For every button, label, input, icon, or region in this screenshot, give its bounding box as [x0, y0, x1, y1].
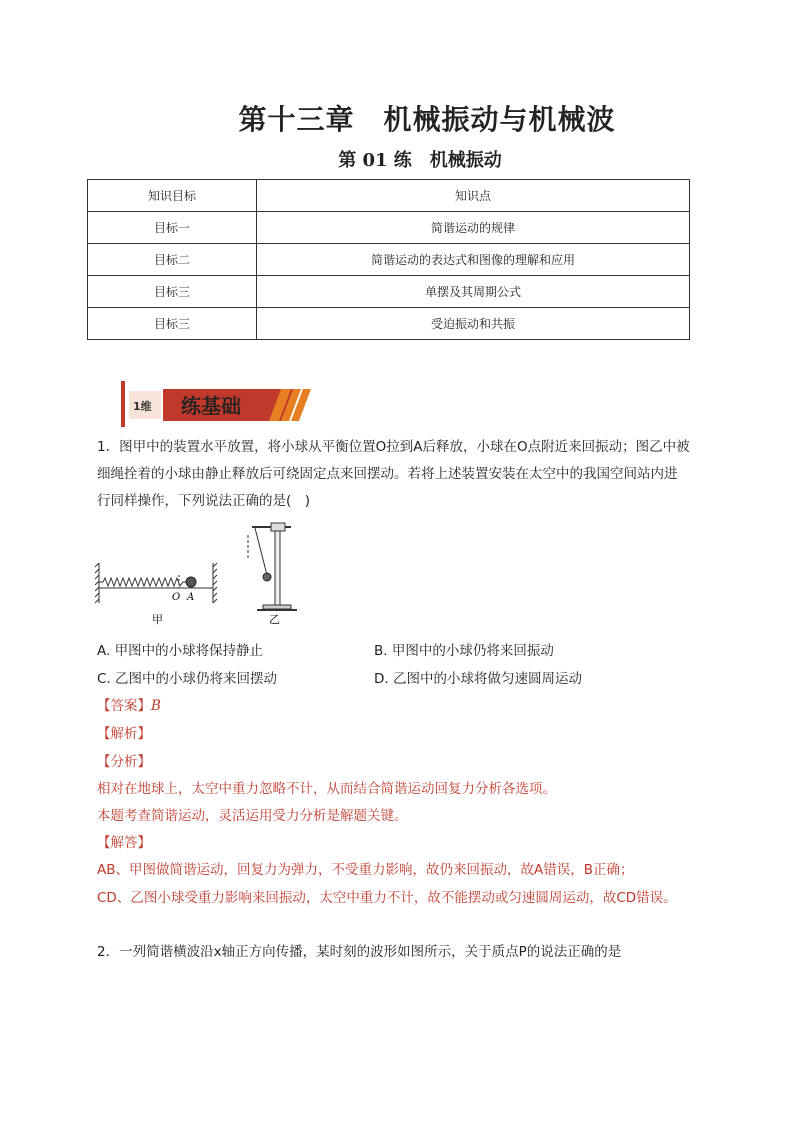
table-cell: 目标三 — [88, 308, 257, 340]
badge-label: 练基础 — [181, 394, 241, 418]
section-subtitle: 第 01 练 机械振动 — [338, 150, 502, 171]
fenxi-tag: 【分析】 — [97, 754, 151, 770]
table-row — [88, 308, 690, 340]
question-1-line-2: 细绳拴着的小球由静止释放后可绕固定点来回摆动。若将上述装置安装在太空中的我国空间站内进 — [97, 466, 678, 482]
chapter-title: 第十三章 机械振动与机械波 — [238, 103, 616, 136]
question-1 — [97, 434, 717, 515]
table-row — [88, 212, 690, 244]
table-cell: 目标二 — [88, 244, 257, 276]
jieda-line-2: CD、乙图小球受重力影响来回振动，太空中重力不计，故不能摆动或匀速圆周运动，故CD错误。 — [97, 890, 677, 906]
question-1-line-3: 行同样操作，下列说法正确的是( ) — [97, 493, 311, 509]
table-cell: 目标三 — [88, 276, 257, 308]
option-a: A. 甲图中的小球将保持静止 — [97, 643, 264, 659]
table-cell: 简谐运动的规律 — [257, 212, 690, 244]
label-jia: 甲 — [152, 613, 163, 626]
left-wall — [95, 563, 99, 603]
spring-ball — [186, 577, 196, 587]
pendulum-string — [255, 528, 267, 575]
table-header-row — [88, 180, 690, 212]
option-d: D. 乙图中的小球将做匀速圆周运动 — [374, 671, 582, 687]
table-cell: 简谐运动的表达式和图像的理解和应用 — [257, 244, 690, 276]
table-header-cell: 知识点 — [257, 180, 690, 212]
badge-graphic — [121, 381, 311, 427]
analysis-tag: 【解析】 — [97, 726, 151, 742]
table-cell: 目标一 — [88, 212, 257, 244]
pendulum-stand — [248, 523, 297, 610]
section-badge — [121, 381, 311, 427]
jieda-tag: 【解答】 — [97, 835, 151, 851]
answer-value: B — [151, 698, 161, 714]
label-a: A — [187, 592, 195, 603]
pendulum-ball — [263, 573, 271, 581]
question-2: 2．一列简谐横波沿x轴正方向传播，某时刻的波形如图所示，关于质点P的说法正确的是 — [97, 944, 622, 960]
label-yi: 乙 — [269, 613, 280, 626]
table-header-cell: 知识目标 — [88, 180, 257, 212]
right-wall — [213, 563, 217, 603]
table-row — [88, 244, 690, 276]
table-row — [88, 276, 690, 308]
jieda-line-1: AB、甲图做简谐运动，回复力为弹力，不受重力影响，故仍来回振动，故A错误，B正确； — [97, 862, 634, 878]
answer-tag: 【答案】 — [97, 698, 151, 714]
question-1-line-1: 1．图甲中的装置水平放置，将小球从平衡位置O拉到A后释放，小球在O点附近来回振动；图乙中被 — [97, 439, 690, 455]
badge-level: 1维 — [133, 400, 152, 413]
table-cell: 单摆及其周期公式 — [257, 276, 690, 308]
goals-table — [87, 179, 690, 340]
fenxi-line-1: 相对在地球上，太空中重力忽略不计，从而结合简谐运动回复力分析各选项。 — [97, 781, 556, 797]
answer-line — [97, 694, 161, 714]
label-o: O — [172, 592, 181, 603]
table-cell: 受迫振动和共振 — [257, 308, 690, 340]
fenxi-line-2: 本题考查简谐运动，灵活运用受力分析是解题关键。 — [97, 808, 408, 824]
option-b: B. 甲图中的小球仍将来回振动 — [374, 643, 554, 659]
question-1-figure — [95, 515, 325, 630]
spring — [99, 578, 187, 586]
option-c: C. 乙图中的小球仍将来回摆动 — [97, 671, 278, 687]
